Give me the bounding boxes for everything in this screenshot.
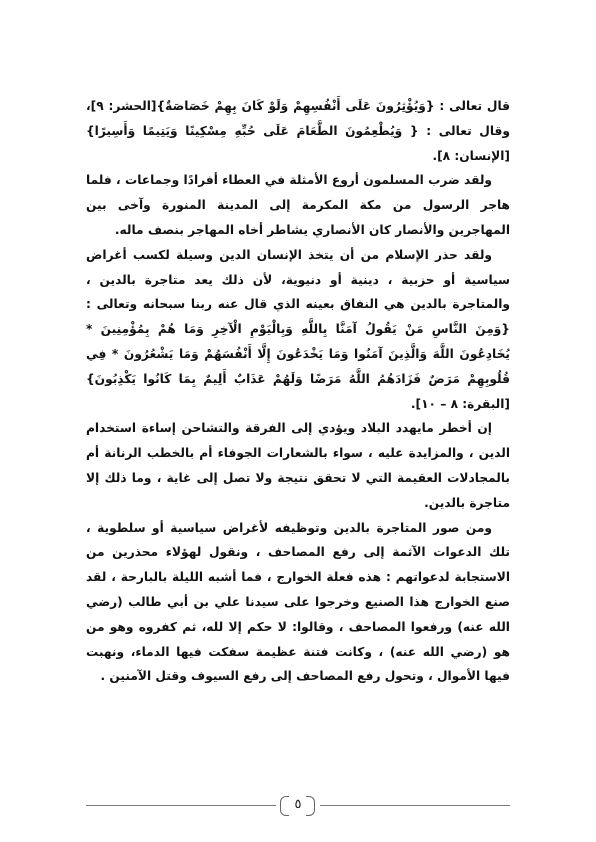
- footer-rule-left: [86, 805, 276, 806]
- footer-rule-right: [320, 805, 510, 806]
- paragraph-giving-examples: ولقد ضرب المسلمون أروع الأمثلة في العطاء أفرادًا وجماعات ، فلما هاجر الرسول من مكة المكرمة إلى المدينة المنورة وآخى بين المهاجرين والأنصار كان الأنصاري يشاطر أخاه المهاجر بنصف ماله.: [86, 173, 510, 237]
- page-number-bracket-right: [306, 796, 315, 816]
- paragraph-religion-trading-warning: ولقد حذر الإسلام من أن يتخذ الإنسان الدين وسيلة لكسب أغراض سياسية أو حزبية ، دينية أو دنيوية، لأن ذلك يعد متاجرة بالدين ، والمتاجرة بالدين هي النفاق بعينه الذي قال عنه ربنا سبحانه وتعالى : {وَمِنَ النَّاسِ مَنْ يَقُولُ آمَنَّا بِاللَّهِ وَبِالْيَوْمِ الْآخِرِ وَمَا هُمْ بِمُؤْمِنِينَ * يُخَادِعُونَ اللَّهَ وَالَّذِينَ آمَنُوا وَمَا يَخْدَعُونَ إِلَّا أَنْفُسَهُمْ وَمَا يَشْعُرُونَ * فِي قُلُوبِهِمْ مَرَضٌ فَزَادَهُمُ اللَّهُ مَرَضًا وَلَهُمْ عَذَابٌ أَلِيمٌ بِمَا كَانُوا يَكْذِبُونَ} [البقرة: ٨ – ١٠].: [86, 247, 510, 411]
- paragraph-danger-to-country: إن أخطر مايهدد البلاد ويؤدي إلى الفرقة والتشاحن إساءة استخدام الدين ، والمزايدة عليه ، سواء بالشعارات الجوفاء أم بالخطب الرنانة أم بالمجادلات العقيمة التي لا تحقق نتيجة ولا تصل إلى غاية ، وما ذلك إلا متاجرة بالدين.: [86, 421, 510, 510]
- paragraph-quran-verses: قال تعالى : {وَيُؤْثِرُونَ عَلَى أَنْفُسِهِمْ وَلَوْ كَانَ بِهِمْ خَصَاصَةٌ}[الحشر: ٩]، وقال تعالى : { وَيُطْعِمُونَ الطَّعَامَ عَلَى حُبِّهِ مِسْكِينًا وَيَتِيمًا وَأَسِيرًا}[الإنسان: ٨].: [86, 99, 510, 163]
- page-number: ٥: [294, 797, 302, 812]
- body-text: [86, 94, 510, 689]
- paragraph-raising-mushafs: ومن صور المتاجرة بالدين وتوظيفه لأغراض سياسية أو سلطوية ، تلك الدعوات الآثمة إلى رفع المصاحف ، ونقول لهؤلاء محذرين من الاستجابة لدعواتهم : هذه فعلة الخوارج ، فما أشبه الليلة بالبارحة ، لقد صنع الخوارج هذا الصنيع وخرجوا على سيدنا علي بن أبي طالب (رضي الله عنه) ورفعوا المصاحف ، وقالوا: لا حكم إلا لله، ثم كفروه وهو من هو (رضي الله عنه) ، وكانت فتنة عظيمة سفكت فيها الدماء، ونهبت فيها الأموال ، وتحول رفع المصاحف إلى رفع السيوف وقتل الآمنين .: [86, 520, 510, 684]
- page-footer: [86, 794, 510, 818]
